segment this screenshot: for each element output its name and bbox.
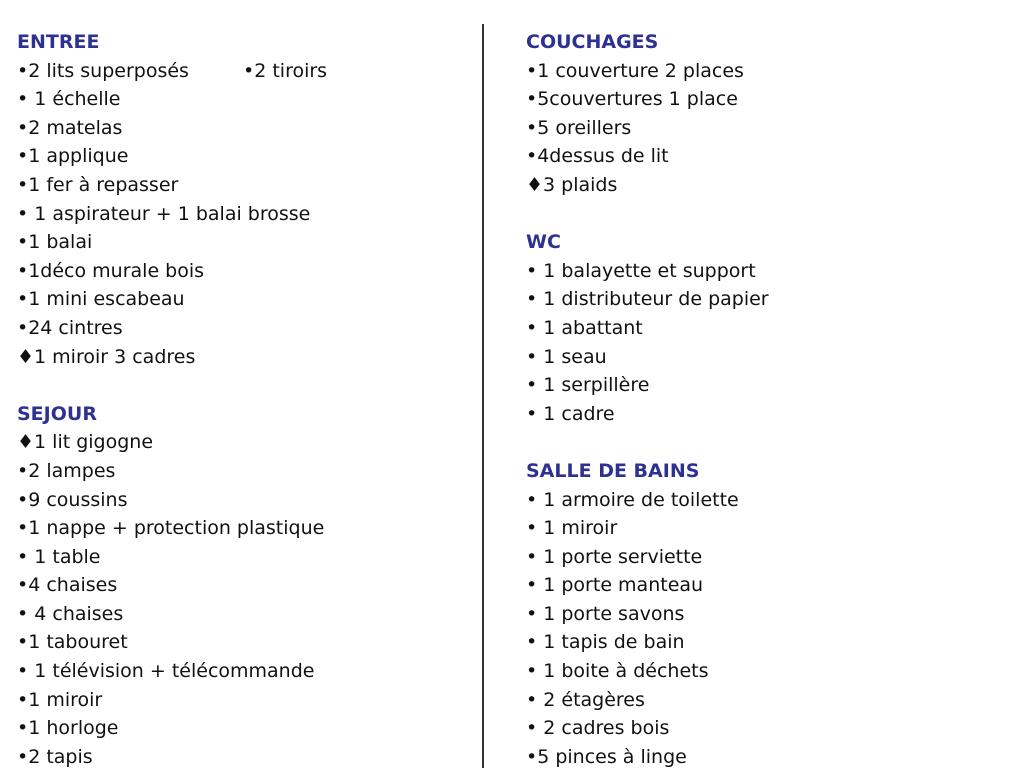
list-item: •1 applique (17, 142, 467, 171)
list-item: •1 nappe + protection plastique (17, 514, 467, 543)
list-item: •1 miroir (17, 686, 467, 715)
section-sejour (17, 400, 467, 771)
list-item: ♦1 miroir 3 cadres (17, 343, 467, 372)
list-item: •9 coussins (17, 486, 467, 515)
list-item: •1 horloge (17, 714, 467, 743)
item-list (17, 428, 467, 771)
list-item: • 1 abattant (526, 314, 1006, 343)
item-list (526, 57, 1006, 200)
list-item: • 1 télévision + télécommande (17, 657, 467, 686)
list-item: • 1 distributeur de papier (526, 285, 1006, 314)
list-item: •1 mini escabeau (17, 285, 467, 314)
section-heading: SEJOUR (17, 400, 467, 429)
list-item: • 1 échelle (17, 85, 467, 114)
section-entree (17, 28, 467, 371)
list-item: •5couvertures 1 place (526, 85, 1006, 114)
list-item: •2 lampes (17, 457, 467, 486)
section-spacer (526, 200, 1006, 229)
list-item: • 1 porte savons (526, 600, 1006, 629)
section-spacer (17, 371, 467, 400)
list-item: •4dessus de lit (526, 142, 1006, 171)
section-heading: WC (526, 228, 1006, 257)
entree-extra-item: •2 tiroirs (243, 57, 327, 86)
list-item: • 1 aspirateur + 1 balai brosse (17, 200, 467, 229)
list-item: •1déco murale bois (17, 257, 467, 286)
list-item: •2 matelas (17, 114, 467, 143)
list-item: •1 fer à repasser (17, 171, 467, 200)
list-item: • 1 miroir (526, 514, 1006, 543)
list-item: •1 couverture 2 places (526, 57, 1006, 86)
list-item: •1 tabouret (17, 628, 467, 657)
section-wc (526, 228, 1006, 428)
section-spacer (526, 428, 1006, 457)
list-item: ♦3 plaids (526, 171, 1006, 200)
list-item: • 2 étagères (526, 686, 1006, 715)
list-item: • 2 cadres bois (526, 714, 1006, 743)
section-heading: COUCHAGES (526, 28, 1006, 57)
list-item: •24 cintres (17, 314, 467, 343)
item-list (17, 57, 467, 372)
list-item: ♦1 lit gigogne (17, 428, 467, 457)
right-column (526, 28, 1006, 771)
list-item: • 1 porte manteau (526, 571, 1006, 600)
list-item: • 1 cadre (526, 400, 1006, 429)
list-item: •2 tapis (17, 743, 467, 771)
list-item: • 4 chaises (17, 600, 467, 629)
list-item: • 1 porte serviette (526, 543, 1006, 572)
list-item: • 1 seau (526, 343, 1006, 372)
list-item: •5 oreillers (526, 114, 1006, 143)
section-salle-de-bains (526, 457, 1006, 771)
section-couchages (526, 28, 1006, 200)
section-heading: SALLE DE BAINS (526, 457, 1006, 486)
list-item: • 1 boite à déchets (526, 657, 1006, 686)
list-item: • 1 tapis de bain (526, 628, 1006, 657)
list-item: • 1 serpillère (526, 371, 1006, 400)
list-item: • 1 table (17, 543, 467, 572)
list-item: • 1 armoire de toilette (526, 486, 1006, 515)
item-list (526, 486, 1006, 771)
list-item: •1 balai (17, 228, 467, 257)
section-heading: ENTREE (17, 28, 467, 57)
left-column (17, 28, 467, 771)
list-item: •2 lits superposés (17, 57, 467, 86)
item-list (526, 257, 1006, 429)
column-divider (482, 24, 484, 768)
list-item: •5 pinces à linge (526, 743, 1006, 771)
list-item: • 1 balayette et support (526, 257, 1006, 286)
list-item: •4 chaises (17, 571, 467, 600)
